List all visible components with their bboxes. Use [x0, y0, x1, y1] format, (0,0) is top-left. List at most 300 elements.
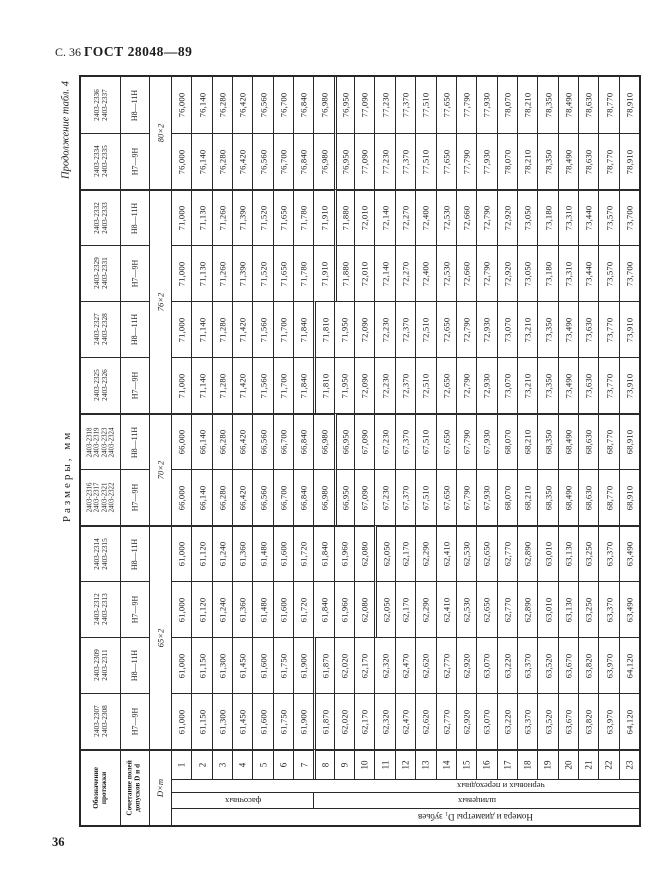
diameter-cell: 63,010 — [537, 525, 557, 581]
tooth-number-cell: 19 — [537, 749, 557, 779]
tolerance-header: Сочетание полей допусков D и d — [120, 749, 149, 825]
diameter-cell: 71,390 — [232, 245, 252, 301]
diameter-cell: 67,230 — [374, 413, 394, 469]
diameter-cell: 62,290 — [415, 581, 435, 637]
diameter-cell: 73,050 — [517, 245, 537, 301]
diameter-cell: 77,090 — [354, 133, 374, 189]
tooth-number-cell: 10 — [354, 749, 374, 779]
diameter-cell: 72,140 — [374, 189, 394, 245]
tolerance-cell: Н8—11Н — [120, 525, 149, 581]
diameter-cell: 62,170 — [395, 525, 415, 581]
designation-cell: 2403-2312 2403-2313 — [81, 581, 120, 637]
diameter-cell: 73,350 — [537, 301, 557, 357]
diameter-cell: 61,870 — [313, 637, 333, 693]
diameter-cell: 61,750 — [273, 693, 293, 749]
diameter-cell: 62,770 — [497, 525, 517, 581]
diameter-cell: 73,490 — [558, 357, 578, 413]
diameter-cell: 77,370 — [395, 133, 415, 189]
diameter-cell: 73,570 — [598, 245, 618, 301]
diameter-cell: 61,600 — [252, 637, 272, 693]
diameter-cell: 68,770 — [598, 469, 618, 525]
diameter-cell: 64,120 — [619, 693, 639, 749]
tooth-group-spline: шлицевых — [313, 792, 639, 808]
diameter-cell: 78,770 — [598, 77, 618, 133]
diameter-cell: 62,170 — [395, 581, 415, 637]
tooth-number-cell: 7 — [293, 749, 313, 779]
diameter-cell: 73,210 — [517, 357, 537, 413]
diameter-cell: 66,560 — [252, 469, 272, 525]
diameter-cell: 72,510 — [415, 301, 435, 357]
diameter-cell: 76,140 — [191, 77, 211, 133]
diameter-cell: 63,970 — [598, 693, 618, 749]
diameter-cell: 66,000 — [171, 469, 191, 525]
diameter-cell: 72,270 — [395, 189, 415, 245]
diameter-cell: 73,050 — [517, 189, 537, 245]
diameter-cell: 73,180 — [537, 245, 557, 301]
diameter-cell: 63,220 — [497, 637, 517, 693]
designation-cell: 2403-2316 2403-2317 2403-2321 2403-2322 — [81, 469, 120, 525]
designation-header: Обозначение протяжки — [81, 749, 120, 825]
diameter-cell: 78,210 — [517, 77, 537, 133]
diameter-cell: 72,660 — [456, 189, 476, 245]
diameter-cell: 61,720 — [293, 525, 313, 581]
diameter-cell: 73,700 — [619, 189, 639, 245]
tooth-number-cell: 13 — [415, 749, 435, 779]
diameter-cell: 63,250 — [578, 581, 598, 637]
diameter-cell: 71,780 — [293, 245, 313, 301]
diameter-cell: 76,840 — [293, 133, 313, 189]
designation-cell: 2403-2336 2403-2337 — [91, 89, 109, 121]
diameter-cell: 73,440 — [578, 189, 598, 245]
tooth-number-cell: 1 — [171, 749, 191, 779]
tooth-number-cell: 2 — [191, 749, 211, 779]
diameter-cell: 71,810 — [313, 357, 333, 413]
tooth-number-cell: 18 — [517, 749, 537, 779]
diameter-cell: 78,490 — [558, 133, 578, 189]
diameter-cell: 77,510 — [415, 133, 435, 189]
diameter-cell: 63,490 — [619, 525, 639, 581]
diameter-cell: 78,630 — [578, 77, 598, 133]
diameter-cell: 73,630 — [578, 301, 598, 357]
diameter-cell: 61,960 — [334, 581, 354, 637]
diameter-cell: 77,650 — [436, 133, 456, 189]
diameter-cell: 71,000 — [171, 189, 191, 245]
diameter-cell: 61,750 — [273, 637, 293, 693]
diameter-cell: 66,140 — [191, 469, 211, 525]
diameter-cell: 73,570 — [598, 189, 618, 245]
diameter-cell: 63,070 — [476, 693, 496, 749]
diameter-cell: 71,780 — [293, 189, 313, 245]
diameter-cell: 67,510 — [415, 413, 435, 469]
diameter-cell: 67,650 — [436, 469, 456, 525]
diameter-cell: 68,210 — [517, 413, 537, 469]
diameter-cell: 73,210 — [517, 301, 537, 357]
diameter-cell: 77,930 — [476, 133, 496, 189]
diameter-cell: 61,840 — [313, 525, 333, 581]
dxm-cell: 76×2 — [149, 189, 171, 413]
diameter-cell: 78,070 — [497, 77, 517, 133]
designation-cell: 2403-2318 2403-2319 2403-2323 2403-2324 — [81, 413, 120, 469]
diameter-cell: 72,090 — [354, 301, 374, 357]
diameter-cell: 62,770 — [436, 693, 456, 749]
diameter-cell: 63,370 — [517, 637, 537, 693]
diameter-cell: 68,910 — [619, 469, 639, 525]
diameter-cell: 61,000 — [171, 525, 191, 581]
tooth-number-cell: 20 — [558, 749, 578, 779]
diameter-cell: 62,320 — [374, 693, 394, 749]
tooth-number-cell: 15 — [456, 749, 476, 779]
diameter-cell: 67,370 — [395, 469, 415, 525]
diameter-cell: 76,840 — [293, 77, 313, 133]
tolerance-cell: Н7—9Н — [120, 693, 149, 749]
tolerance-cell: Н8—11Н — [120, 189, 149, 245]
diameter-cell: 63,370 — [598, 581, 618, 637]
diameter-cell: 61,000 — [171, 693, 191, 749]
diameter-cell: 63,970 — [598, 637, 618, 693]
diameter-cell: 61,120 — [191, 581, 211, 637]
diameter-cell: 78,350 — [537, 77, 557, 133]
diameter-cell: 72,010 — [354, 189, 374, 245]
diameter-cell: 73,700 — [619, 245, 639, 301]
diameter-cell: 63,490 — [619, 581, 639, 637]
diameter-cell: 66,280 — [212, 413, 232, 469]
diameter-cell: 63,670 — [558, 637, 578, 693]
diameter-cell: 72,510 — [415, 357, 435, 413]
diameter-cell: 71,260 — [212, 189, 232, 245]
diameter-cell: 67,370 — [395, 413, 415, 469]
diameter-cell: 67,650 — [436, 413, 456, 469]
diameter-cell: 77,790 — [456, 133, 476, 189]
page-number: 36 — [52, 835, 65, 849]
diameter-cell: 63,070 — [476, 637, 496, 693]
diameter-cell: 71,950 — [334, 301, 354, 357]
diameter-cell: 61,900 — [293, 693, 313, 749]
diameter-cell: 63,220 — [497, 693, 517, 749]
diameter-cell: 73,070 — [497, 301, 517, 357]
diameter-cell: 61,960 — [334, 525, 354, 581]
diameter-cell: 68,490 — [558, 413, 578, 469]
diameter-cell: 71,390 — [232, 189, 252, 245]
diameter-cell: 73,770 — [598, 357, 618, 413]
diameter-cell: 72,920 — [497, 245, 517, 301]
diameter-cell: 72,400 — [415, 245, 435, 301]
diameter-cell: 62,920 — [456, 637, 476, 693]
diameter-cell: 73,350 — [537, 357, 557, 413]
diameter-cell: 68,210 — [517, 469, 537, 525]
diameter-cell: 63,370 — [598, 525, 618, 581]
diameter-cell: 76,950 — [334, 77, 354, 133]
diameter-cell: 61,480 — [252, 581, 272, 637]
diameter-cell: 66,420 — [232, 413, 252, 469]
diameter-cell: 62,650 — [476, 525, 496, 581]
page-header-number: С. 36 — [55, 45, 82, 59]
tolerance-cell: Н8—11Н — [120, 637, 149, 693]
diameter-cell: 67,090 — [354, 413, 374, 469]
diameter-cell: 68,350 — [537, 469, 557, 525]
diameter-cell: 61,000 — [171, 637, 191, 693]
diameter-cell: 76,000 — [171, 133, 191, 189]
diameter-cell: 67,230 — [374, 469, 394, 525]
diameter-cell: 61,240 — [212, 525, 232, 581]
diameter-cell: 76,280 — [212, 133, 232, 189]
diameter-cell: 61,600 — [273, 581, 293, 637]
diameter-cell: 71,880 — [334, 189, 354, 245]
diameter-cell: 71,700 — [273, 357, 293, 413]
diameter-cell: 62,530 — [456, 581, 476, 637]
tolerance-cell: Н8—11Н — [120, 301, 149, 357]
units-title: Размеры, мм — [61, 429, 73, 523]
page-header-gost: ГОСТ 28048—89 — [84, 44, 193, 59]
diameter-cell: 71,000 — [171, 245, 191, 301]
designation-cell: 2403-2309 2403-2311 — [81, 637, 120, 693]
diameter-cell: 78,910 — [619, 133, 639, 189]
diameter-cell: 71,840 — [293, 301, 313, 357]
diameter-cell: 72,790 — [476, 189, 496, 245]
diameter-cell: 73,180 — [537, 189, 557, 245]
diameter-cell: 71,950 — [334, 357, 354, 413]
diameter-cell: 71,000 — [171, 357, 191, 413]
diameter-cell: 61,300 — [212, 693, 232, 749]
diameter-cell: 71,280 — [212, 357, 232, 413]
diameter-cell: 71,000 — [171, 301, 191, 357]
diameter-cell: 63,370 — [517, 693, 537, 749]
tooth-number-cell: 9 — [334, 749, 354, 779]
diameter-cell: 63,820 — [578, 693, 598, 749]
diameter-cell: 72,270 — [395, 245, 415, 301]
diameter-cell: 61,720 — [293, 581, 313, 637]
diameter-cell: 63,670 — [558, 693, 578, 749]
diameter-cell: 66,840 — [293, 413, 313, 469]
diameter-cell: 76,950 — [334, 133, 354, 189]
diameter-cell: 62,290 — [415, 525, 435, 581]
dxm-cell: 80×2 — [149, 77, 171, 189]
diameter-cell: 62,050 — [374, 581, 394, 637]
diameter-cell: 61,360 — [232, 581, 252, 637]
diameter-cell: 66,000 — [171, 413, 191, 469]
diameter-cell: 66,560 — [252, 413, 272, 469]
diameter-cell: 72,530 — [436, 245, 456, 301]
diameter-cell: 72,790 — [476, 245, 496, 301]
tooth-number-cell: 6 — [273, 749, 293, 779]
diameter-cell: 61,300 — [212, 637, 232, 693]
diameter-cell: 61,600 — [252, 693, 272, 749]
diameter-cell: 68,630 — [578, 413, 598, 469]
diameter-cell: 61,150 — [191, 637, 211, 693]
diameter-cell: 72,370 — [395, 301, 415, 357]
diameter-cell: 73,770 — [598, 301, 618, 357]
diameter-cell: 76,560 — [252, 133, 272, 189]
diameter-cell: 72,230 — [374, 301, 394, 357]
diameter-cell: 68,070 — [497, 413, 517, 469]
diameter-cell: 71,840 — [293, 357, 313, 413]
diameter-cell: 63,250 — [578, 525, 598, 581]
diameter-cell: 72,930 — [476, 357, 496, 413]
diameter-cell: 73,490 — [558, 301, 578, 357]
tooth-group-chamfer: фасочных — [171, 792, 313, 808]
diameter-cell: 78,490 — [558, 77, 578, 133]
diameter-cell: 67,930 — [476, 469, 496, 525]
diameter-cell: 76,280 — [212, 77, 232, 133]
diameter-cell: 68,910 — [619, 413, 639, 469]
diameter-cell: 71,140 — [191, 301, 211, 357]
diameter-cell: 72,920 — [497, 189, 517, 245]
diameter-cell: 64,120 — [619, 637, 639, 693]
diameter-cell: 71,650 — [273, 189, 293, 245]
diameter-cell: 78,070 — [497, 133, 517, 189]
tolerance-cell: Н7—9Н — [120, 133, 149, 189]
diameter-cell: 68,490 — [558, 469, 578, 525]
diameter-cell: 71,560 — [252, 357, 272, 413]
diameter-cell: 61,870 — [313, 693, 333, 749]
designation-cell: 2403-2314 2403-2315 — [81, 525, 120, 581]
diameter-cell: 63,010 — [537, 581, 557, 637]
diameter-cell: 62,890 — [517, 525, 537, 581]
tooth-number-cell: 11 — [374, 749, 394, 779]
diameter-cell: 76,560 — [252, 77, 272, 133]
diameter-cell: 68,350 — [537, 413, 557, 469]
tooth-number-cell: 21 — [578, 749, 598, 779]
tooth-number-cell: 22 — [598, 749, 618, 779]
diameter-cell: 62,170 — [354, 693, 374, 749]
diameter-cell: 72,400 — [415, 189, 435, 245]
diameter-cell: 68,770 — [598, 413, 618, 469]
diameter-cell: 66,950 — [334, 413, 354, 469]
tooth-number-cell: 17 — [497, 749, 517, 779]
diameter-cell: 72,790 — [456, 301, 476, 357]
diameter-cell: 62,620 — [415, 693, 435, 749]
diameter-cell: 68,070 — [497, 469, 517, 525]
diameter-cell: 66,700 — [273, 413, 293, 469]
diameter-cell: 76,140 — [191, 133, 211, 189]
diameter-cell: 62,770 — [436, 637, 456, 693]
designation-cell: 2403-2334 2403-2335 — [81, 133, 120, 189]
diameter-cell: 71,520 — [252, 189, 272, 245]
diameter-cell: 63,130 — [558, 525, 578, 581]
tooth-number-cell: 5 — [252, 749, 272, 779]
diameter-cell: 73,310 — [558, 189, 578, 245]
diameter-cell: 77,790 — [456, 77, 476, 133]
diameter-cell: 77,650 — [436, 77, 456, 133]
diameter-cell: 71,880 — [334, 245, 354, 301]
diameter-cell: 67,090 — [354, 469, 374, 525]
tolerance-cell: Н7—9Н — [120, 245, 149, 301]
diameter-cell: 61,000 — [171, 581, 191, 637]
diameter-cell: 62,920 — [456, 693, 476, 749]
diameter-cell: 61,840 — [313, 581, 333, 637]
tooth-number-cell: 3 — [212, 749, 232, 779]
dxm-cell: 70×2 — [149, 413, 171, 525]
diameter-cell: 63,130 — [558, 581, 578, 637]
diameter-cell: 77,370 — [395, 77, 415, 133]
diameter-cell: 71,260 — [212, 245, 232, 301]
diameter-cell: 67,510 — [415, 469, 435, 525]
diameter-cell: 66,840 — [293, 469, 313, 525]
diameter-cell: 67,790 — [456, 413, 476, 469]
diameter-cell: 71,910 — [313, 245, 333, 301]
diameter-cell: 62,650 — [476, 581, 496, 637]
diameter-cell: 68,630 — [578, 469, 598, 525]
diameter-cell: 73,310 — [558, 245, 578, 301]
diameter-cell: 78,770 — [598, 133, 618, 189]
diameter-cell: 72,790 — [456, 357, 476, 413]
diameter-cell: 61,240 — [212, 581, 232, 637]
diameter-cell: 73,440 — [578, 245, 598, 301]
diameter-cell: 62,170 — [354, 637, 374, 693]
designation-cell: 2403-2327 2403-2328 — [81, 301, 120, 357]
diameter-cell: 73,910 — [619, 357, 639, 413]
diameter-cell: 77,230 — [374, 133, 394, 189]
diameter-cell: 72,930 — [476, 301, 496, 357]
diameter-cell: 62,620 — [415, 637, 435, 693]
diameter-cell: 61,600 — [273, 525, 293, 581]
tooth-number-cell: 23 — [619, 749, 639, 779]
table-continuation-note: Продолжение табл. 4 — [60, 81, 72, 179]
diameter-cell: 77,090 — [354, 77, 374, 133]
tolerance-cell: Н8—11Н — [120, 413, 149, 469]
diameter-cell: 71,560 — [252, 301, 272, 357]
designation-cell: 2403-2329 2403-2331 — [81, 245, 120, 301]
diameter-cell: 73,630 — [578, 357, 598, 413]
diameter-cell: 72,230 — [374, 357, 394, 413]
diameter-cell: 77,230 — [374, 77, 394, 133]
tooth-number-cell: 12 — [395, 749, 415, 779]
diameter-cell: 62,050 — [374, 525, 394, 581]
diameter-cell: 77,510 — [415, 77, 435, 133]
dxm-header: D×m — [149, 749, 171, 825]
diameter-cell: 73,070 — [497, 357, 517, 413]
diameter-cell: 61,450 — [232, 637, 252, 693]
tooth-number-cell: 4 — [232, 749, 252, 779]
diameter-cell: 62,470 — [395, 637, 415, 693]
designation-cell: 2403-2332 2403-2333 — [81, 189, 120, 245]
diameter-cell: 78,210 — [517, 133, 537, 189]
diameter-cell: 62,890 — [517, 581, 537, 637]
diameter-cell: 62,080 — [354, 581, 374, 637]
tooth-group-rough-transition: черновых и переходных — [171, 779, 639, 792]
diameter-cell: 78,350 — [537, 133, 557, 189]
diameter-cell: 62,320 — [374, 637, 394, 693]
diameter-cell: 61,480 — [252, 525, 272, 581]
diameter-cell: 71,130 — [191, 189, 211, 245]
diameter-cell: 71,650 — [273, 245, 293, 301]
diameter-cell: 66,980 — [313, 413, 333, 469]
designation-cell: 2403-2325 2403-2326 — [81, 357, 120, 413]
diameter-cell: 62,410 — [436, 525, 456, 581]
diameter-cell: 61,360 — [232, 525, 252, 581]
diameter-cell: 66,140 — [191, 413, 211, 469]
diameter-cell: 76,420 — [232, 133, 252, 189]
tooth-number-cell: 14 — [436, 749, 456, 779]
tolerance-cell: Н7—9Н — [120, 581, 149, 637]
diameter-cell: 73,910 — [619, 301, 639, 357]
dimensions-table — [79, 75, 641, 827]
dxm-cell: 65×2 — [149, 525, 171, 749]
diameter-cell: 72,530 — [436, 189, 456, 245]
diameter-cell: 62,530 — [456, 525, 476, 581]
diameter-cell: 66,950 — [334, 469, 354, 525]
tooth-number-cell: 8 — [313, 749, 333, 779]
diameter-cell: 62,410 — [436, 581, 456, 637]
diameter-cell: 72,010 — [354, 245, 374, 301]
diameter-cell: 62,020 — [334, 637, 354, 693]
diameter-cell: 76,980 — [313, 77, 333, 133]
diameter-cell: 61,450 — [232, 693, 252, 749]
diameter-cell: 62,080 — [354, 525, 374, 581]
teeth-title: Номера и диаметры D₁ зубьев — [171, 808, 639, 825]
diameter-cell: 61,900 — [293, 637, 313, 693]
diameter-cell: 77,930 — [476, 77, 496, 133]
page-header — [55, 44, 192, 60]
